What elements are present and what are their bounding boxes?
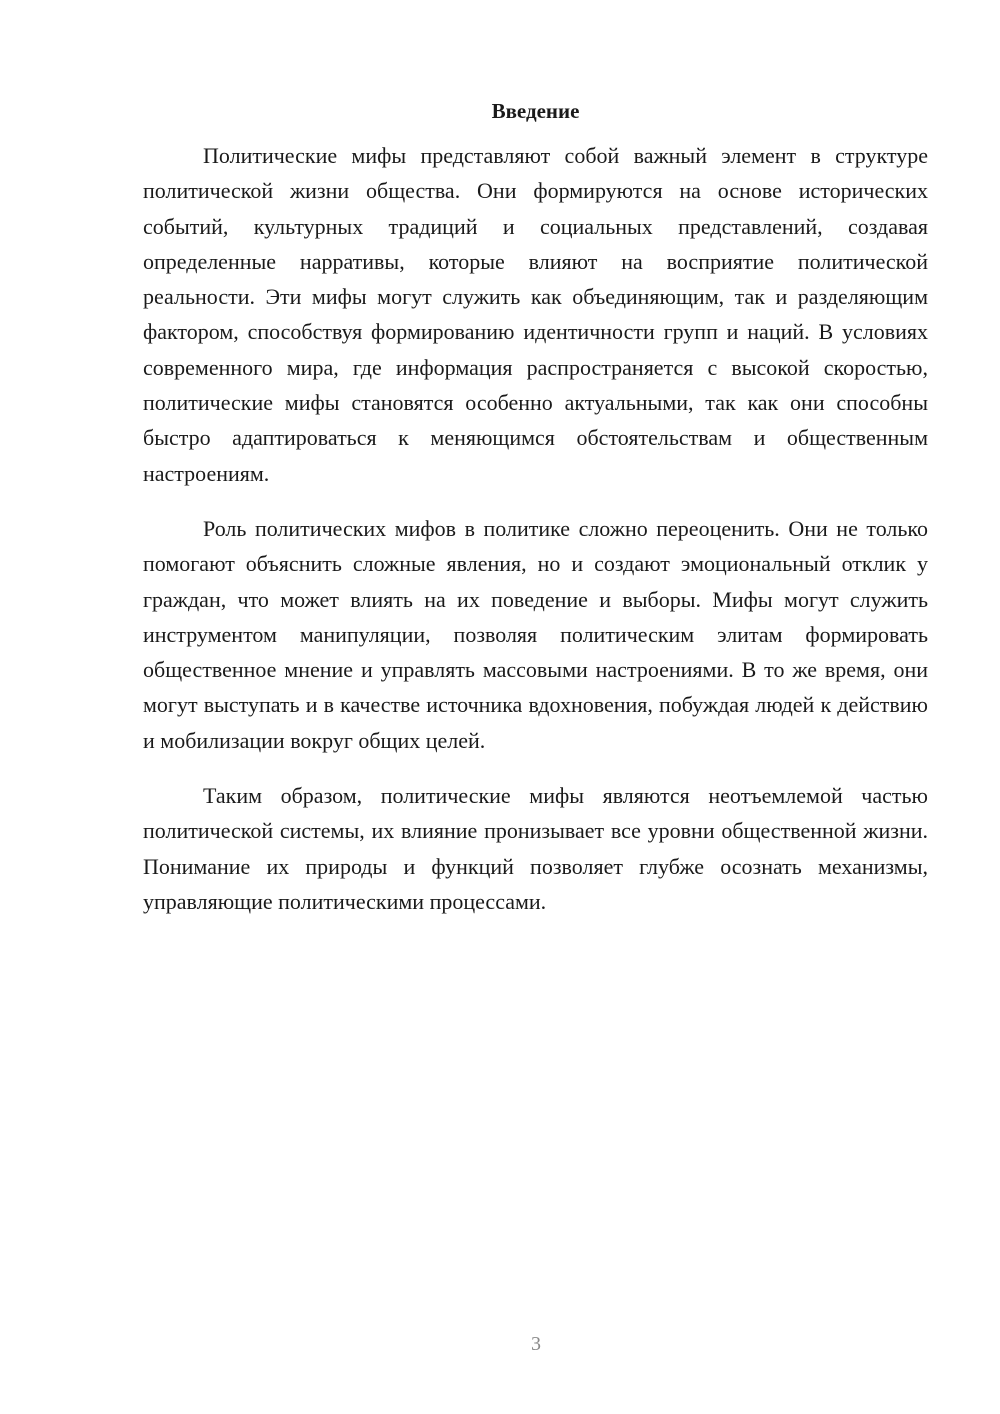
section-heading: Введение (491, 99, 580, 123)
paragraph-2: Роль политических мифов в политике сложно переоценить. Они не только помогают объяснить сложные явления, но и создают эмоциональный отклик у граждан, что может влиять на их поведение и выборы. Мифы могут служить инструментом манипуляции, позволяя политическим элитам формировать общественное мнение и управлять массовыми настроениями. В то же время, они могут выступать и в качестве источника вдохновения, побуждая людей к действию и мобилизации вокруг общих целей. (143, 515, 928, 753)
paragraph-1: Политические мифы представляют собой важный элемент в структуре политической жизни общества. Они формируются на основе исторических событий, культурных традиций и социальных представлений, создавая определенные нарративы, которые влияют на восприятие политической реальности. Эти мифы могут служить как объединяющим, так и разделяющим фактором, способствуя формированию идентичности групп и наций. В условиях современного мира, где информация распространяется с высокой скоростью, политические мифы становятся особенно актуальными, так как они способны быстро адаптироваться к меняющимся обстоятельствам и общественным настроениям. (143, 143, 928, 486)
page-number: 3 (531, 1333, 541, 1355)
paragraph-3: Таким образом, политические мифы являются неотъемлемой частью политической системы, их влияние пронизывает все уровни общественной жизни. Понимание их природы и функций позволяет глубже осознать механизмы, управляющие политическими процессами. (143, 783, 928, 914)
page-content (143, 96, 928, 939)
